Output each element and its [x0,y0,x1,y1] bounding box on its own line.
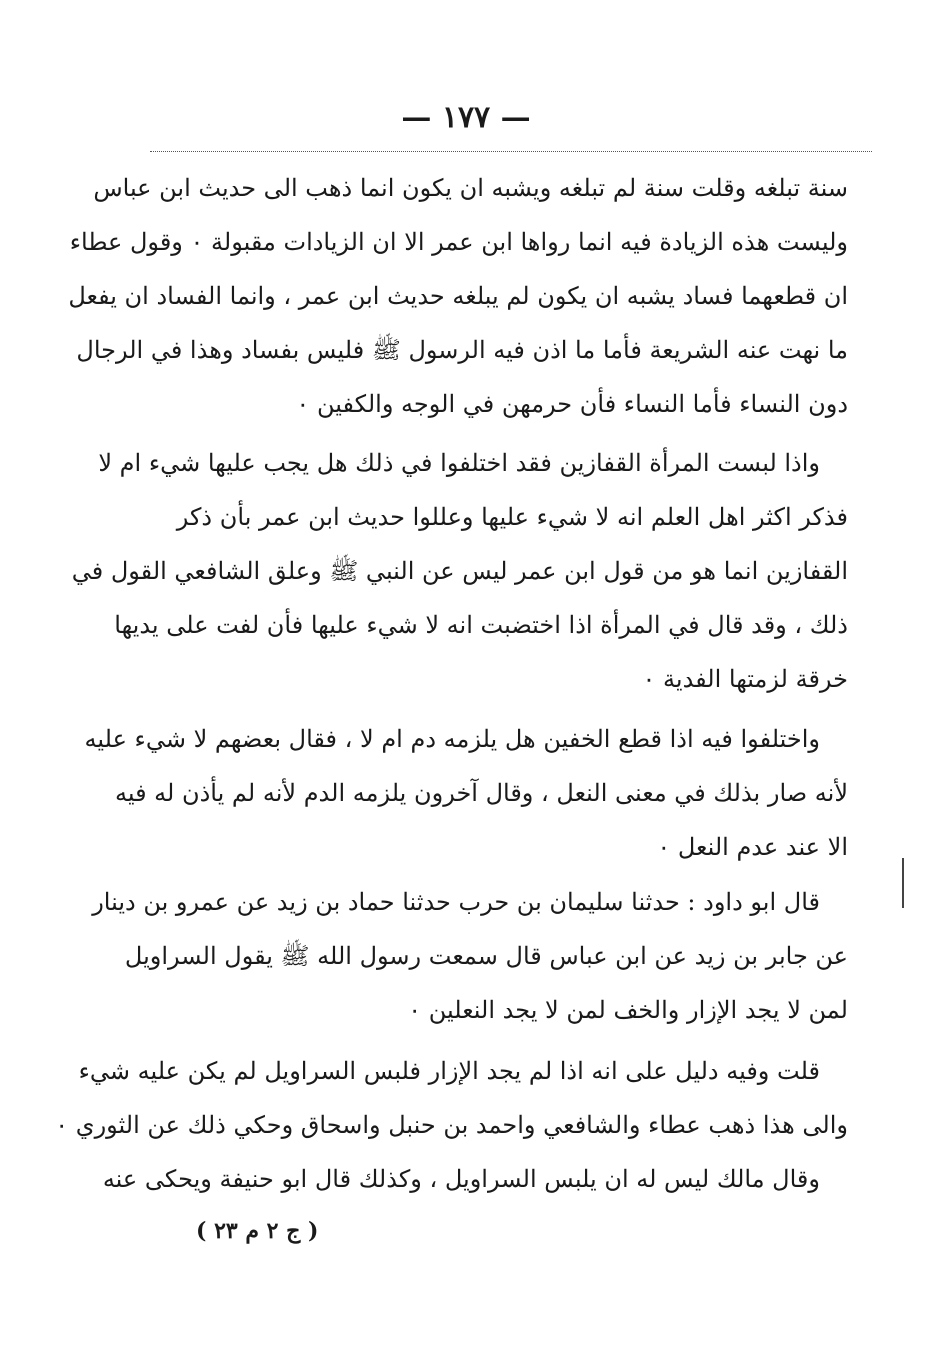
paragraph [84,712,848,874]
text-line: القفازين انما هو من قول ابن عمر ليس عن النبي ﷺ وعلق الشافعي القول في [71,557,848,585]
text-line: سنة تبلغه وقلت سنة لم تبلغه ويشبه ان يكون انما ذهب الى حديث ابن عباس [93,174,848,202]
text-line: قلت وفيه دليل على انه اذا لم يجد الإزار فلبس السراويل لم يكن عليه شيء [78,1057,820,1085]
text-line: خرقة لزمتها الفدية ٠ [642,665,848,693]
paragraph [55,1044,848,1206]
paragraph [68,161,848,431]
margin-mark [902,858,904,908]
text-line: ان قطعهما فساد يشبه ان يكون لم يبلغه حديث ابن عمر ، وانما الفساد ان يفعل [68,282,848,310]
text-line: وقال مالك ليس له ان يلبس السراويل ، وكذلك قال ابو حنيفة ويحكى عنه [102,1165,820,1193]
text-line: والى هذا ذهب عطاء والشافعي واحمد بن حنبل واسحاق وحكي ذلك عن الثوري ٠ [55,1111,848,1139]
text-line: واذا لبست المرأة القفازين فقد اختلفوا في ذلك هل يجب عليها شيء ام لا [98,449,820,477]
page-number: — ١٧٧ — [401,100,531,135]
text-line: ما نهت عنه الشريعة فأما ما اذن فيه الرسول ﷺ فليس بفساد وهذا في الرجال [76,336,848,364]
text-line: فذكر اكثر اهل العلم انه لا شيء عليها وعللوا حديث ابن عمر بأن ذكر [176,503,848,531]
text-line: عن جابر بن زيد عن ابن عباس قال سمعت رسول الله ﷺ يقول السراويل [124,942,848,970]
text-line: ذلك ، وقد قال في المرأة اذا اختضبت انه لا شيء عليها فأن لفت على يديها [114,611,848,639]
text-line: لمن لا يجد الإزار والخف لمن لا يجد النعلين ٠ [408,996,848,1024]
paragraph [92,875,848,1037]
text-line: وليست هذه الزيادة فيه انما رواها ابن عمر الا ان الزيادات مقبولة ٠ وقول عطاء [69,228,848,256]
signature-mark: ( ج ٢ م ٢٣ ) [196,1218,319,1244]
paragraph [71,436,848,706]
text-line: لأنه صار بذلك في معنى النعل ، وقال آخرون يلزمه الدم لأنه لم يأذن له فيه [114,779,848,807]
text-line: واختلفوا فيه اذا قطع الخفين هل يلزمه دم ام لا ، فقال بعضهم لا شيء عليه [84,725,820,753]
header-divider [150,151,872,152]
text-line: دون النساء فأما النساء فأن حرمهن في الوجه والكفين ٠ [296,390,848,418]
text-line: الا عند عدم النعل ٠ [657,833,848,861]
text-line: قال ابو داود : حدثنا سليمان بن حرب حدثنا حماد بن زيد عن عمرو بن دينار [92,888,820,916]
